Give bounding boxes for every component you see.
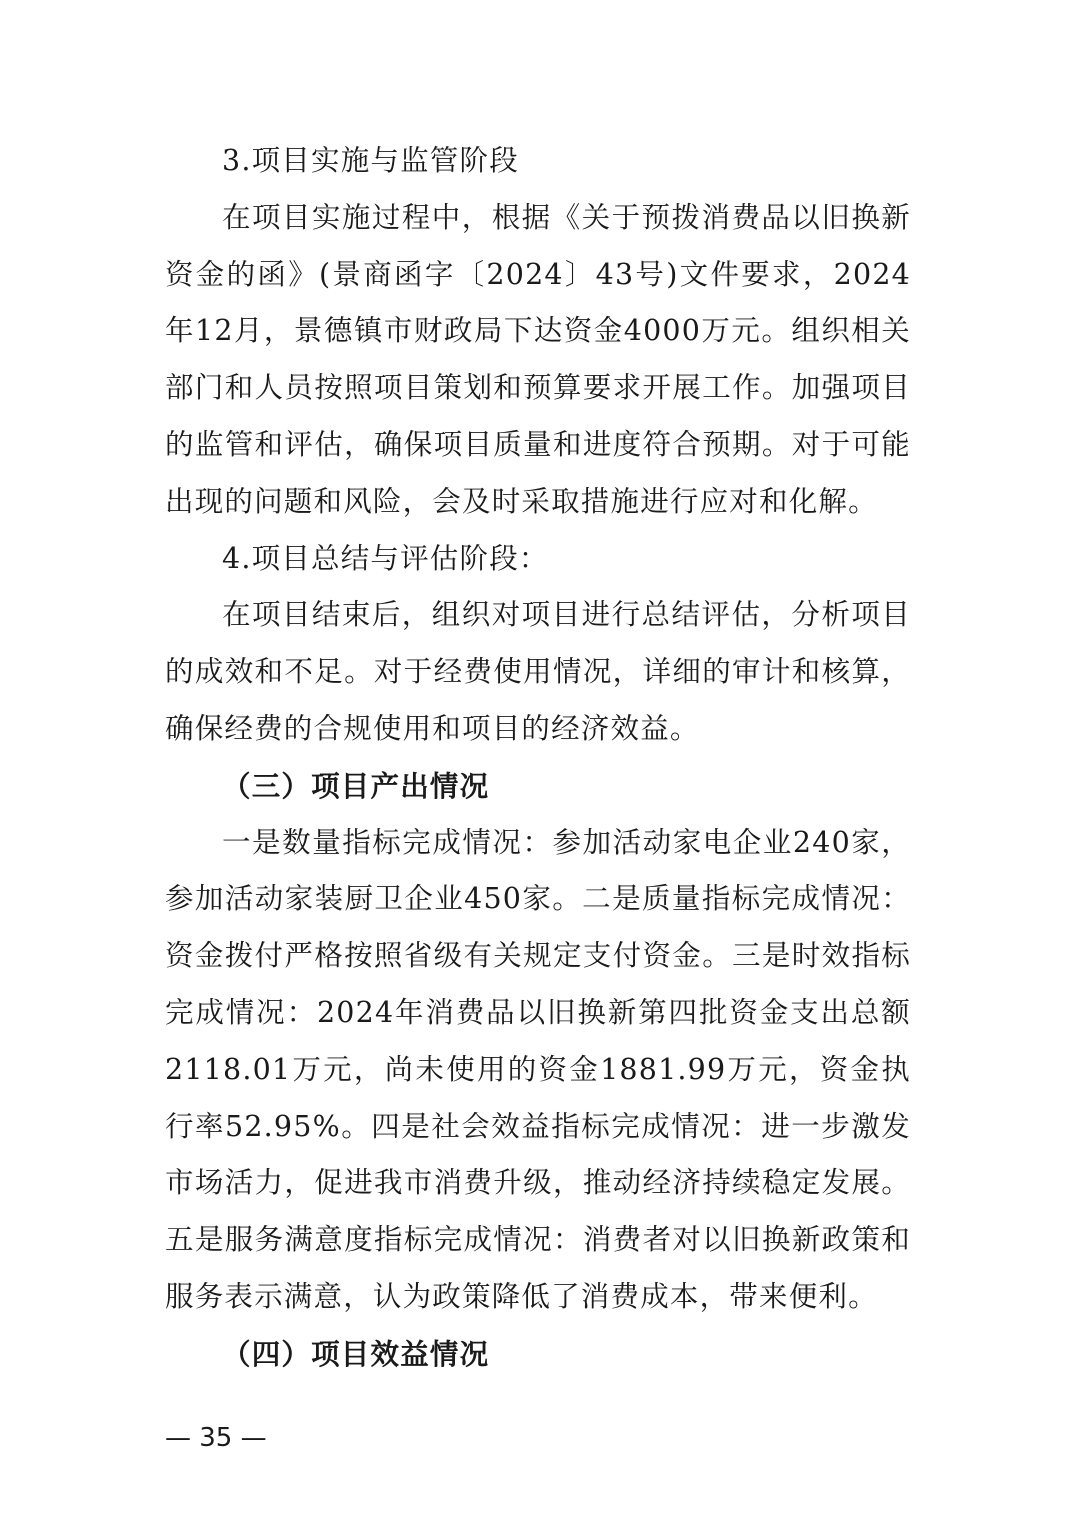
benefit-heading: （四）项目效益情况 [222, 1336, 490, 1371]
stage3-title: 3.项目实施与监管阶段 [222, 144, 519, 177]
stage4-paragraph: 在项目结束后，组织对项目进行总结评估，分析项目的成效和不足。对于经费使用情况，详细的审计和核算，确保经费的合规使用和项目的经济效益。 [165, 598, 911, 745]
stage4-title: 4.项目总结与评估阶段： [222, 541, 549, 575]
output-heading: （三）项目产出情况 [222, 768, 490, 803]
document-body [165, 133, 911, 1383]
stage3-paragraph: 在项目实施过程中，根据《关于预拨消费品以旧换新资金的函》(景商函字〔2024〕43号)文件要求，2024年12月，景德镇市财政局下达资金4000万元。组织相关部门和人员按照项目策划和预算要求开展工作。加强项目的监管和评估，确保项目质量和进度符合预期。对于可能出现的问题和风险，会及时采取措施进行应对和化解。 [165, 200, 911, 518]
page-number: — 35 — [165, 1423, 267, 1453]
output-paragraph: 一是数量指标完成情况：参加活动家电企业240家，参加活动家装厨卫企业450家。二是质量指标完成情况：资金拨付严格按照省级有关规定支付资金。三是时效指标完成情况：2024年消费品以旧换新第四批资金支出总额2118.01万元，尚未使用的资金1881.99万元，资金执行率52.95%。四是社会效益指标完成情况：进一步激发市场活力，促进我市消费升级，推动经济持续稳定发展。五是服务满意度指标完成情况：消费者对以旧换新政策和服务表示满意，认为政策降低了消费成本，带来便利。 [165, 825, 911, 1313]
